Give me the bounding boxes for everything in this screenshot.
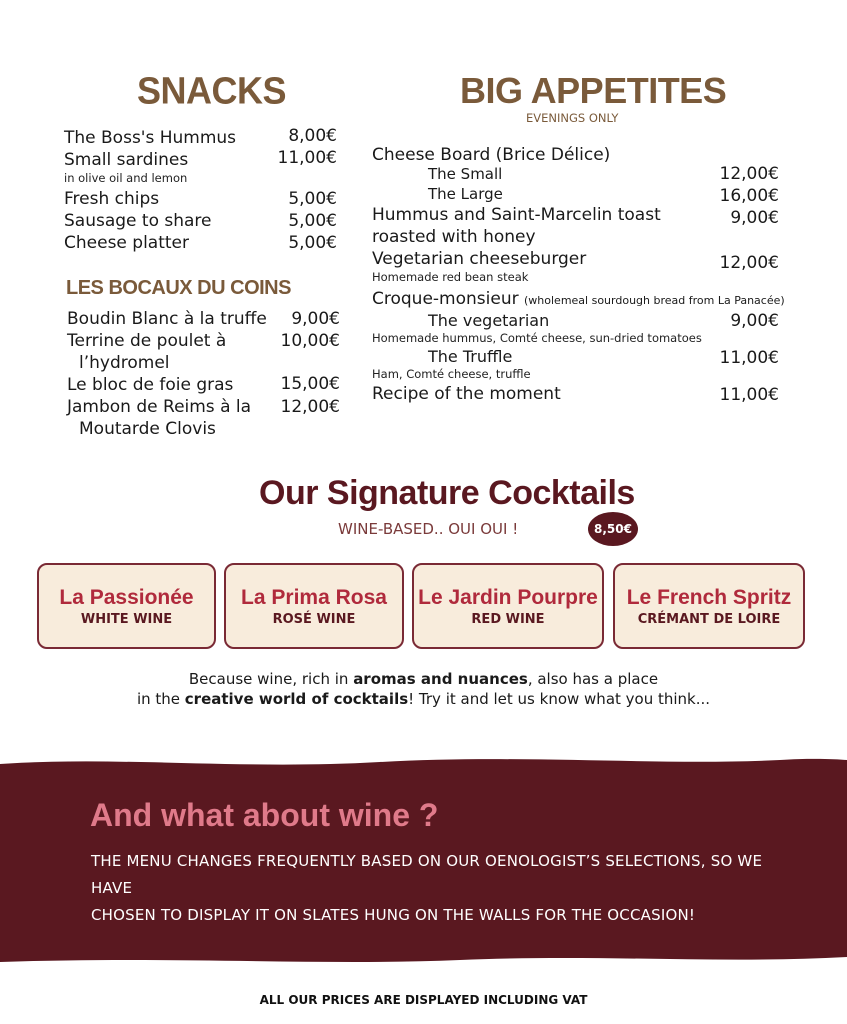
menu-item-price: 5,00€ xyxy=(288,233,337,253)
menu-item-price: 12,00€ xyxy=(719,164,779,184)
menu-item-price: 10,00€ xyxy=(280,331,340,351)
wine-text-line: CHOSEN TO DISPLAY IT ON SLATES HUNG ON THE WALLS FOR THE OCCASION! xyxy=(91,906,696,924)
menu-item-note: Homemade hummus, Comté cheese, sun-dried tomatoes xyxy=(372,331,702,345)
menu-item-name: Recipe of the moment xyxy=(372,384,561,404)
cocktail-name: Le French Spritz xyxy=(626,585,792,609)
vat-notice: ALL OUR PRICES ARE DISPLAYED INCLUDING VAT xyxy=(259,993,588,1007)
menu-item-name: Small sardines xyxy=(64,150,189,170)
menu-item-name xyxy=(372,288,785,312)
croque-name: Croque-monsieur xyxy=(372,289,519,309)
menu-item-price: 11,00€ xyxy=(719,348,779,368)
cocktail-name: La Passionée xyxy=(59,585,194,609)
menu-item-price: 11,00€ xyxy=(719,385,779,405)
cocktail-card xyxy=(224,563,404,649)
menu-item-price: 9,00€ xyxy=(291,309,340,329)
menu-item-name: Vegetarian cheeseburger xyxy=(372,249,587,269)
menu-item-price: 5,00€ xyxy=(288,211,337,231)
cocktail-card xyxy=(412,563,604,649)
promo-bold: creative world of cocktails xyxy=(184,690,409,708)
menu-item-name: Le bloc de foie gras xyxy=(67,375,234,395)
cocktail-card xyxy=(613,563,805,649)
menu-item-name-cont: l’hydromel xyxy=(79,353,170,373)
croque-note: (wholemeal sourdough bread from La Panacée) xyxy=(524,294,785,307)
menu-item-price: 11,00€ xyxy=(277,148,337,168)
menu-item-price: 12,00€ xyxy=(719,253,779,273)
menu-item-price: 5,00€ xyxy=(288,189,337,209)
cocktails-heading: Our Signature Cocktails xyxy=(259,474,635,512)
cocktail-wine: ROSÉ WINE xyxy=(272,611,356,627)
menu-item-price: 12,00€ xyxy=(280,397,340,417)
menu-item-name: Jambon de Reims à la xyxy=(67,397,252,417)
menu-item-name: Sausage to share xyxy=(64,211,212,231)
menu-item-price: 9,00€ xyxy=(730,311,779,331)
menu-item-name-cont: Moutarde Clovis xyxy=(79,419,216,439)
menu-item-name: Boudin Blanc à la truffe xyxy=(67,309,267,329)
menu-item-note: Homemade red bean steak xyxy=(372,270,529,284)
bocaux-heading: LES BOCAUX DU COINS xyxy=(66,277,291,299)
wine-text-line: THE MENU CHANGES FREQUENTLY BASED ON OUR OENOLOGIST’S SELECTIONS, SO WE HAVE xyxy=(91,852,763,897)
menu-item-name: The Boss's Hummus xyxy=(64,128,237,148)
promo-bold: aromas and nuances xyxy=(353,670,528,688)
menu-item-name: The Truffle xyxy=(428,347,513,366)
cocktail-card xyxy=(37,563,216,649)
big-appetites-heading: BIG APPETITES xyxy=(460,70,727,111)
cocktail-wine: CRÉMANT DE LOIRE xyxy=(637,611,781,627)
menu-item-name: Hummus and Saint-Marcelin toast xyxy=(372,205,661,225)
cocktail-wine: WHITE WINE xyxy=(80,611,173,627)
cocktails-subheading: WINE-BASED.. OUI OUI ! xyxy=(338,520,519,538)
menu-item-name: The vegetarian xyxy=(428,311,550,330)
menu-item-name: The Small xyxy=(428,165,503,183)
menu-item-name-cont: roasted with honey xyxy=(372,227,536,247)
cocktail-wine: RED WINE xyxy=(471,611,545,627)
snacks-heading: SNACKS xyxy=(137,68,287,112)
menu-item-name: Cheese platter xyxy=(64,233,189,253)
menu-item-note: Ham, Comté cheese, truffle xyxy=(372,367,531,381)
menu-item-price: 8,00€ xyxy=(288,126,337,146)
cocktails-description xyxy=(0,669,847,709)
menu-item-price: 9,00€ xyxy=(730,208,779,228)
menu-item-name: Fresh chips xyxy=(64,189,160,209)
menu-item-price: 16,00€ xyxy=(719,186,779,206)
menu-item-name: Terrine de poulet à xyxy=(67,331,227,351)
menu-item-name: Cheese Board (Brice Délice) xyxy=(372,145,611,165)
wine-description xyxy=(91,848,791,929)
promo-text: ! Try it and let us know what you think... xyxy=(408,690,711,708)
cocktail-name: La Prima Rosa xyxy=(241,585,387,609)
promo-text: Because wine, rich in xyxy=(188,670,354,688)
menu-item-price: 15,00€ xyxy=(280,374,340,394)
promo-text: in the xyxy=(136,690,185,708)
menu-item-name: The Large xyxy=(428,185,503,203)
cocktail-name: Le Jardin Pourpre xyxy=(418,585,598,609)
promo-text: , also has a place xyxy=(527,670,659,688)
big-appetites-subheading: EVENINGS ONLY xyxy=(526,111,619,125)
wine-heading: And what about wine ? xyxy=(90,797,439,833)
menu-item-note: in olive oil and lemon xyxy=(64,171,188,185)
cocktail-price-badge: 8,50€ xyxy=(588,512,638,546)
